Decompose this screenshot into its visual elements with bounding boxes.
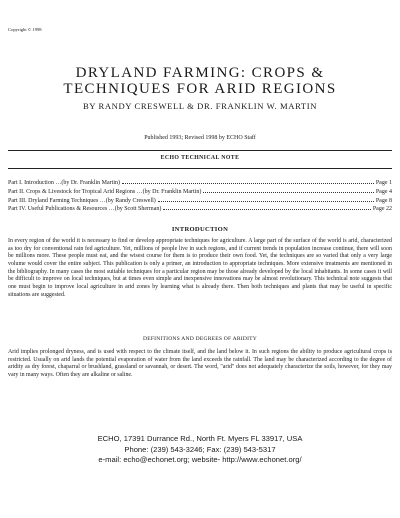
toc-entry — [8, 196, 392, 205]
toc-leader-dots — [203, 187, 374, 193]
toc-entry — [8, 204, 392, 213]
toc-entry-title: Part III. Dryland Farming Techniques …(by Randy Creswell) — [8, 197, 156, 204]
authors-line: BY RANDY CRESWELL & DR. FRANKLIN W. MARTIN — [82, 101, 318, 111]
document-title-line-1: DRYLAND FARMING: CROPS & — [75, 65, 325, 81]
toc-entry-page: Page 8 — [375, 197, 392, 204]
toc-leader-dots — [158, 196, 374, 202]
technical-note-label: ECHO TECHNICAL NOTE — [160, 155, 240, 161]
publication-info: Published 1993; Revised 1998 by ECHO Staff — [144, 135, 256, 141]
definitions-heading: DEFINITIONS AND DEGREES OF ARIDITY — [142, 336, 257, 342]
toc-entry-page: Page 4 — [375, 188, 392, 195]
document-title-line-2: TECHNIQUES FOR ARID REGIONS — [63, 81, 337, 97]
toc-leader-dots — [163, 204, 370, 210]
toc-entry-title: Part IV. Useful Publications & Resources …(by Scott Sherman) — [8, 206, 162, 213]
toc-entry-title: Part II. Crops & Livestock for Tropical Arid Regions …(by Dr. Franklin Martin) — [8, 188, 202, 195]
top-divider — [8, 150, 392, 151]
toc-leader-dots — [122, 178, 374, 184]
bottom-divider — [8, 168, 392, 169]
contact-footer — [0, 434, 400, 466]
toc-entry-page: Page 1 — [375, 180, 392, 186]
introduction-heading: INTRODUCTION — [171, 226, 229, 233]
toc-entry-page: Page 22 — [372, 206, 392, 213]
definitions-paragraph: Arid implies prolonged dryness, and is used with respect to the climate itself, and the land below it. In such regions the ability to produce agricultural crops is restricted. Usually on arid lands the potential evaporation of water from the land exceeds the rainfall. The land may be characterized according to the degree of aridity as dry forest, chaparral or brushland, grassland or savannah, or desert. The word, "arid" does not adequately characterize the soils, however, for they may vary in many ways. Often they are alkaline or saline. — [8, 349, 392, 378]
footer-contact: e-mail: echo@echonet.org; website- http://www.echonet.org/ — [98, 455, 302, 464]
table-of-contents — [8, 178, 392, 213]
footer-address: ECHO, 17391 Durrance Rd., North Ft. Myers FL 33917, USA — [97, 434, 303, 443]
toc-entry — [8, 187, 392, 196]
footer-phone: Phone: (239) 543-3246; Fax: (239) 543-5317 — [124, 444, 276, 454]
toc-entry — [8, 178, 392, 187]
toc-entry-title: Part I. Introduction …(by Dr. Franklin Martin) — [8, 180, 120, 186]
copyright-notice: Copyright © 1998 — [8, 27, 42, 32]
introduction-paragraph: In every region of the world it is necessary to find or develop appropriate techniques for agriculture. A large part of the surface of the world is arid, characterized as too dry for conventional rain fed agriculture. Yet, millions of people live in such regions, and if current trends in population increase continue, there will soon be millions more. These people must eat, and the wisest course for them is to produce their own food. Yet, the techniques are so varied that only a very large volume would cover the entire subject. This publication is only a primer, an introduction to appropriate techniques. More extensive treatments are mentioned in the bibliography. In many cases the most suitable techniques for a particular region may be those already developed by the local inhabitants. In some cases it will be difficult to improve on local techniques, but at times even simple and inexpensive innovations may be almost revolutionary. This technical note suggests that one must begin to improve local agriculture in arid zones by learning what is already there. Then both techniques and plants that may be useful in specific situations are suggested. — [8, 238, 392, 298]
